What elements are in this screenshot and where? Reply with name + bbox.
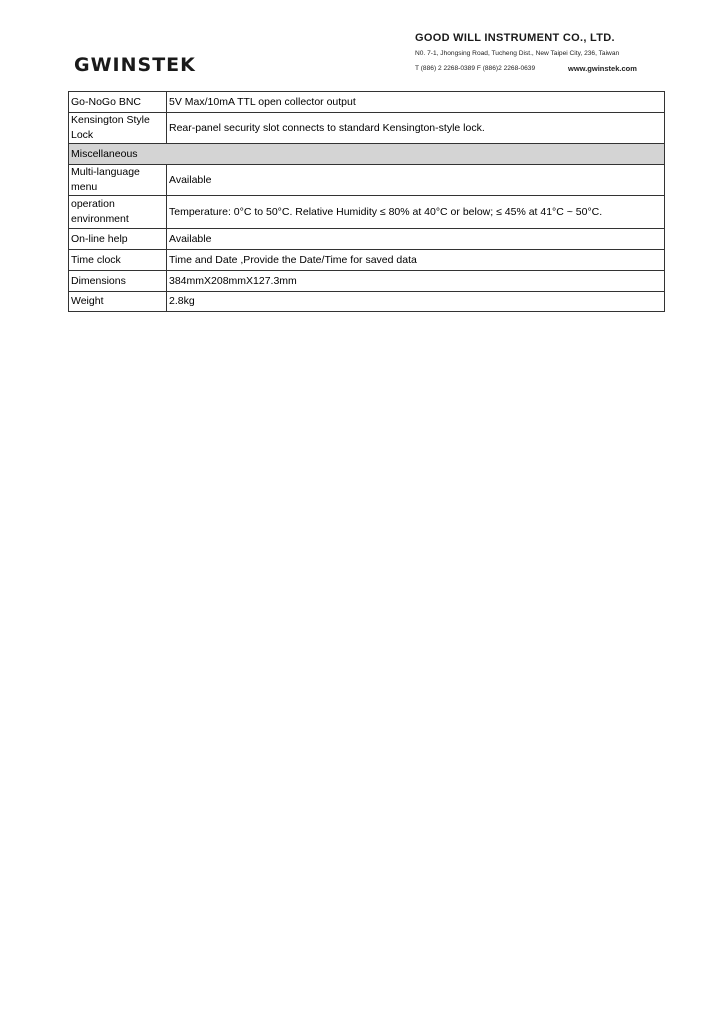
row-label: Go-NoGo BNC bbox=[69, 92, 167, 113]
row-value: 2.8kg bbox=[167, 292, 665, 312]
row-label: Time clock bbox=[69, 250, 167, 271]
spec-table bbox=[68, 91, 665, 312]
section-row bbox=[69, 144, 665, 165]
row-label: Dimensions bbox=[69, 271, 167, 292]
section-title: Miscellaneous bbox=[69, 144, 665, 165]
company-logo: GWINSTEK bbox=[74, 54, 196, 76]
row-label: Weight bbox=[69, 292, 167, 312]
row-value: Available bbox=[167, 165, 665, 196]
table-row bbox=[69, 250, 665, 271]
table-row bbox=[69, 113, 665, 144]
row-label: Kensington Style Lock bbox=[69, 113, 167, 144]
table-row bbox=[69, 165, 665, 196]
table-row bbox=[69, 271, 665, 292]
company-info bbox=[415, 31, 655, 73]
company-website: www.gwinstek.com bbox=[568, 64, 637, 73]
table-row bbox=[69, 196, 665, 229]
table-row bbox=[69, 92, 665, 113]
row-label: operation environment bbox=[69, 196, 167, 229]
row-value: Rear-panel security slot connects to standard Kensington-style lock. bbox=[167, 113, 665, 144]
row-value: 384mmX208mmX127.3mm bbox=[167, 271, 665, 292]
row-value: 5V Max/10mA TTL open collector output bbox=[167, 92, 665, 113]
table-row bbox=[69, 292, 665, 312]
company-address: N0. 7-1, Jhongsing Road, Tucheng Dist., New Taipei City, 236, Taiwan bbox=[415, 50, 620, 57]
row-value: Time and Date ,Provide the Date/Time for saved data bbox=[167, 250, 665, 271]
row-value: Available bbox=[167, 229, 665, 250]
company-contact bbox=[415, 64, 655, 73]
table-row bbox=[69, 229, 665, 250]
row-value: Temperature: 0°C to 50°C. Relative Humidity ≤ 80% at 40°C or below; ≤ 45% at 41°C ~ 50°C. bbox=[167, 196, 665, 229]
row-label: Multi-language menu bbox=[69, 165, 167, 196]
company-name: GOOD WILL INSTRUMENT CO., LTD. bbox=[415, 32, 615, 44]
row-label: On-line help bbox=[69, 229, 167, 250]
company-phone-fax: T (886) 2 2268-0389 F (886)2 2268-0639 bbox=[415, 65, 536, 72]
